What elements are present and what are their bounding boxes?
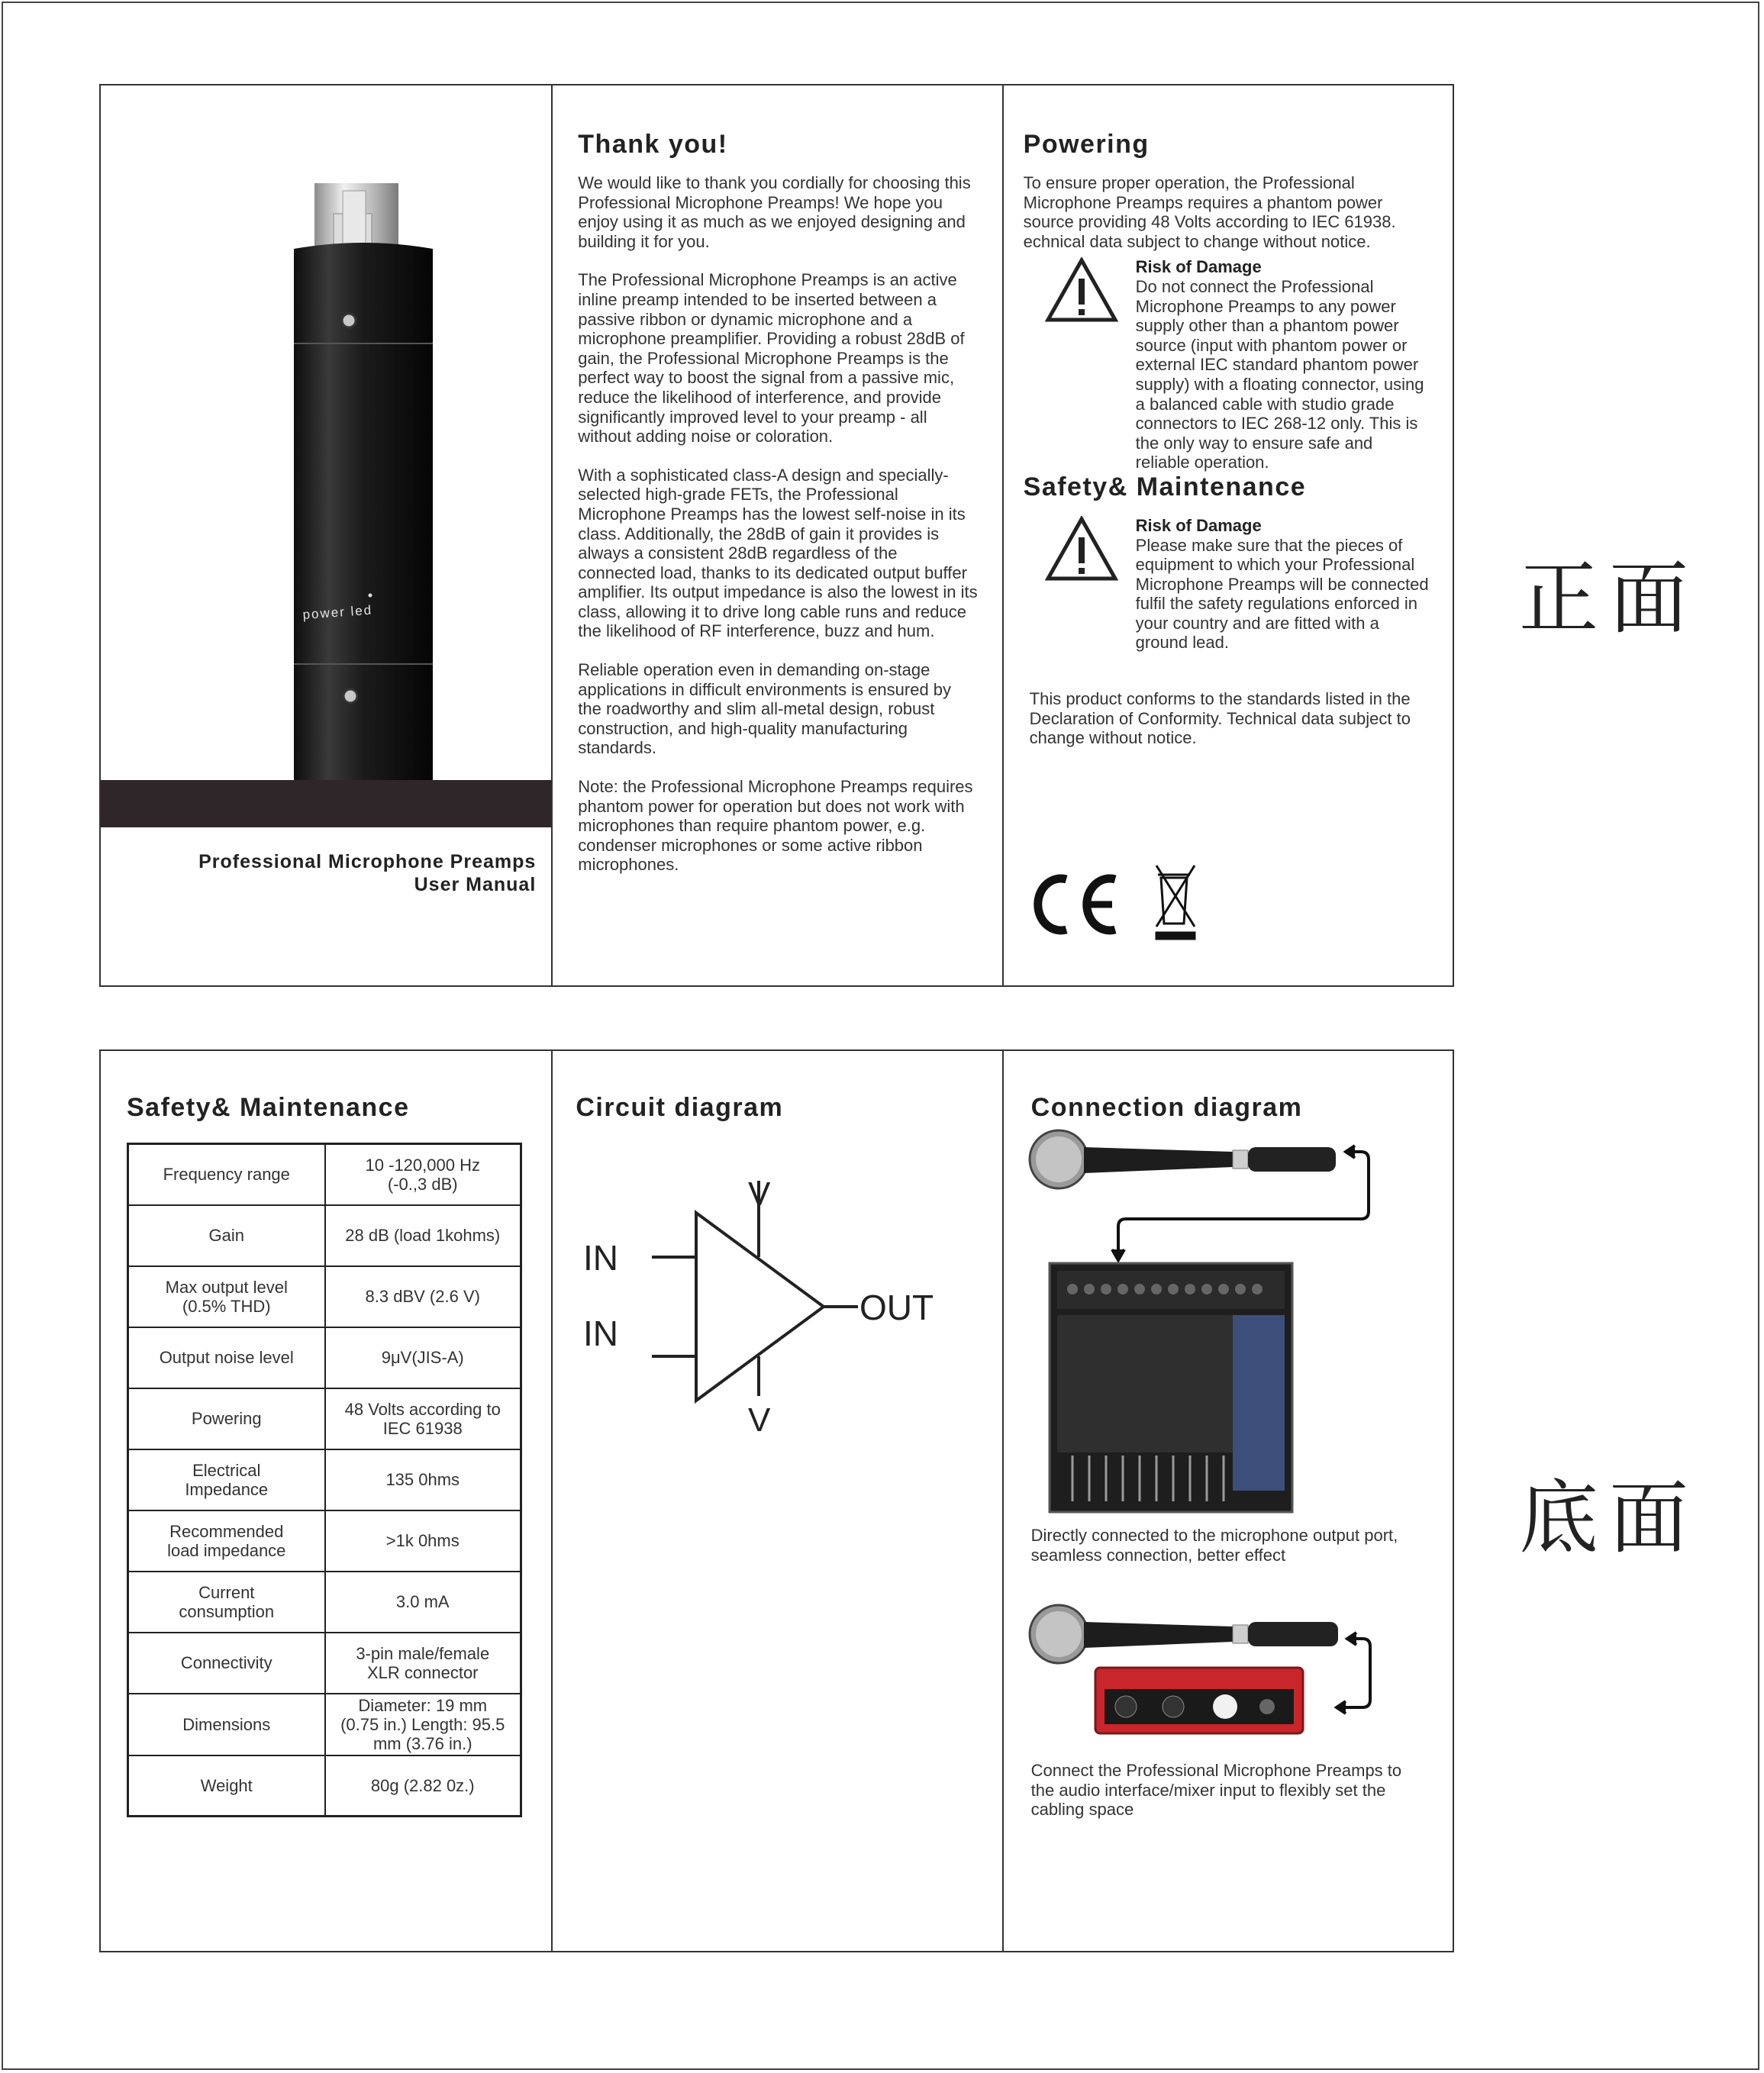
spec-value: 10 -120,000 Hz (-0.,3 dB) <box>325 1144 521 1205</box>
audio-interface-icon <box>1095 1668 1303 1733</box>
manual-title-line2: User Manual <box>414 874 537 895</box>
connection-arrow-icon <box>1337 1633 1370 1714</box>
safety-risk-text: Please make sure that the pieces of equipment to which your Professional Microphone Preamps will be connected fulfil the safety regulations enforced in your country and are fitted with a ground lead. <box>1135 535 1429 653</box>
circuit-heading: Circuit diagram <box>576 1093 784 1122</box>
spec-label: Weight <box>128 1755 325 1817</box>
spec-row <box>128 1510 521 1572</box>
spec-value: 80g (2.82 0z.) <box>325 1755 521 1817</box>
ce-mark-icon <box>1037 879 1114 930</box>
spec-row <box>128 1327 521 1388</box>
powering-panel <box>1002 85 1453 985</box>
spec-value: 48 Volts according to IEC 61938 <box>325 1388 521 1449</box>
microphone-icon <box>1030 1605 1233 1663</box>
spec-label: Max output level (0.5% THD) <box>128 1266 325 1327</box>
thank-you-paragraph: Note: the Professional Microphone Preamps requires phantom power for operation but does not work with microphones than require phantom power, e.g. condenser microphones or some active ribbon microphones. <box>578 777 973 875</box>
spec-row <box>128 1205 521 1266</box>
certification-marks <box>1030 856 1213 948</box>
spec-row <box>128 1144 521 1205</box>
thank-you-paragraph: The Professional Microphone Preamps is an active inline preamp intended to be inserted between a passive ribbon or dynamic microphone and a microphone preamplifier. Providing a robust 28dB of gain, the Professional Microphone Preamps is the perfect way to boost the signal from a passive mic, reduce the likelihood of interference, and provide significantly improved level to your preamp - all without adding noise or coloration. <box>578 270 965 447</box>
circuit-in-label-2: IN <box>583 1314 619 1353</box>
preamp-adapter-icon <box>1233 1147 1336 1172</box>
powering-risk-title: Risk of Damage <box>1135 257 1262 277</box>
spec-label: Electrical Impedance <box>128 1449 325 1510</box>
spec-label: Output noise level <box>128 1327 325 1388</box>
spec-row <box>128 1449 521 1510</box>
spec-row <box>128 1755 521 1817</box>
preamp-adapter-icon <box>1233 1622 1338 1646</box>
spec-label: Connectivity <box>128 1633 325 1694</box>
spec-label: Gain <box>128 1205 325 1266</box>
connection-caption-1: Directly connected to the microphone output port, seamless connection, better effect <box>1030 1526 1398 1565</box>
power-led-label: power led <box>302 602 373 622</box>
spec-label: Dimensions <box>128 1694 325 1755</box>
thank-you-paragraph: We would like to thank you cordially for choosing this Professional Microphone Preamps! We hope you enjoy using it as much as we enjoyed designing and building it for you. <box>578 173 971 251</box>
powering-risk-block <box>1024 257 1430 472</box>
spec-row <box>128 1572 521 1633</box>
spec-label: Current consumption <box>128 1572 325 1633</box>
thank-you-heading: Thank you! <box>578 130 728 159</box>
spec-label: Frequency range <box>128 1144 325 1205</box>
powering-note: echnical data subject to change without notice. <box>1023 231 1371 251</box>
thank-you-paragraph: Reliable operation even in demanding on-stage applications in difficult environments is ensured by the roadworthy and slim all-metal design, robust construction, and high-quality manufacturing standards. <box>578 660 952 758</box>
spec-value: >1k 0hms <box>325 1510 521 1572</box>
spec-row <box>128 1694 521 1755</box>
spec-label: Powering <box>128 1388 325 1449</box>
powering-intro: To ensure proper operation, the Professional Microphone Preamps requires a phantom power source providing 48 Volts according to IEC 61938. <box>1023 173 1396 232</box>
warning-triangle-icon <box>1045 516 1118 582</box>
warning-triangle-icon <box>1045 257 1118 323</box>
spec-value: 3-pin male/female XLR connector <box>325 1633 521 1694</box>
safety-risk-block <box>1024 516 1430 653</box>
front-sheet <box>99 84 1454 987</box>
circuit-panel <box>551 1051 1001 1951</box>
spec-label: Recommended load impedance <box>128 1510 325 1572</box>
amplifier-circuit-diagram <box>576 1181 988 1440</box>
interface-connection-illustration <box>1004 1601 1453 1776</box>
manual-title <box>198 850 536 896</box>
preamp-product-image <box>280 183 448 801</box>
circuit-in-label-1: IN <box>583 1238 619 1278</box>
conformity-statement: This product conforms to the standards listed in the Declaration of Conformity. Technical data subject to change without notice. <box>1029 689 1411 748</box>
spec-value: 135 0hms <box>325 1449 521 1510</box>
circuit-v-bottom-label: V <box>748 1401 771 1439</box>
mixer-connection-illustration <box>1004 1120 1453 1517</box>
side-label-front: 正面 <box>1519 552 1700 645</box>
mixer-console-icon <box>1050 1263 1292 1512</box>
spec-value: 9μV(JIS-A) <box>325 1327 521 1388</box>
connection-panel <box>1002 1051 1453 1951</box>
side-label-back: 底面 <box>1519 1472 1700 1565</box>
cover-panel <box>101 85 551 985</box>
spec-value: 8.3 dBV (2.6 V) <box>325 1266 521 1327</box>
spec-row <box>128 1388 521 1449</box>
specs-panel <box>101 1051 551 1951</box>
safety-heading: Safety& Maintenance <box>1023 472 1307 501</box>
spec-value: 3.0 mA <box>325 1572 521 1633</box>
thank-you-panel <box>551 85 1001 985</box>
thank-you-paragraph: With a sophisticated class-A design and specially-selected high-grade FETs, the Professional Microphone Preamps has the lowest self-noise in its class. Additionally, the 28dB of gain it provides is always a consistent 28dB regardless of the connected load, thanks to its dedicated output buffer amplifier. Its output impedance is also the lowest in its class, allowing it to drive long cable runs and reduce the likelihood of RF interference, buzz and hum. <box>578 465 978 641</box>
safety-risk-title: Risk of Damage <box>1135 515 1262 535</box>
spec-value: Diameter: 19 mm (0.75 in.) Length: 95.5 mm (3.76 in.) <box>325 1694 521 1755</box>
specs-heading: Safety& Maintenance <box>127 1093 410 1122</box>
powering-heading: Powering <box>1023 130 1150 159</box>
specs-table <box>127 1143 522 1817</box>
spec-row <box>128 1266 521 1327</box>
back-sheet <box>99 1049 1454 1952</box>
microphone-icon <box>1030 1130 1233 1188</box>
weee-bin-icon <box>1156 866 1195 939</box>
connection-caption-2: Connect the Professional Microphone Preamps to the audio interface/mixer input to flexibly set the cabling space <box>1030 1761 1402 1820</box>
manual-title-line1: Professional Microphone Preamps <box>198 851 537 872</box>
connection-heading: Connection diagram <box>1030 1093 1303 1122</box>
spec-value: 28 dB (load 1kohms) <box>325 1205 521 1266</box>
circuit-v-top-label: V <box>748 1181 771 1213</box>
spec-row <box>128 1633 521 1694</box>
powering-risk-text: Do not connect the Professional Microphone Preamps to any power supply other than a phantom power source (input with phantom power or external IEC standard phantom power supply) with a floating connector, using a balanced cable with studio grade connectors to IEC 268-12 only. This is the only way to ensure safe and reliable operation. <box>1135 276 1424 472</box>
cover-band <box>101 780 551 827</box>
circuit-out-label: OUT <box>859 1288 934 1327</box>
